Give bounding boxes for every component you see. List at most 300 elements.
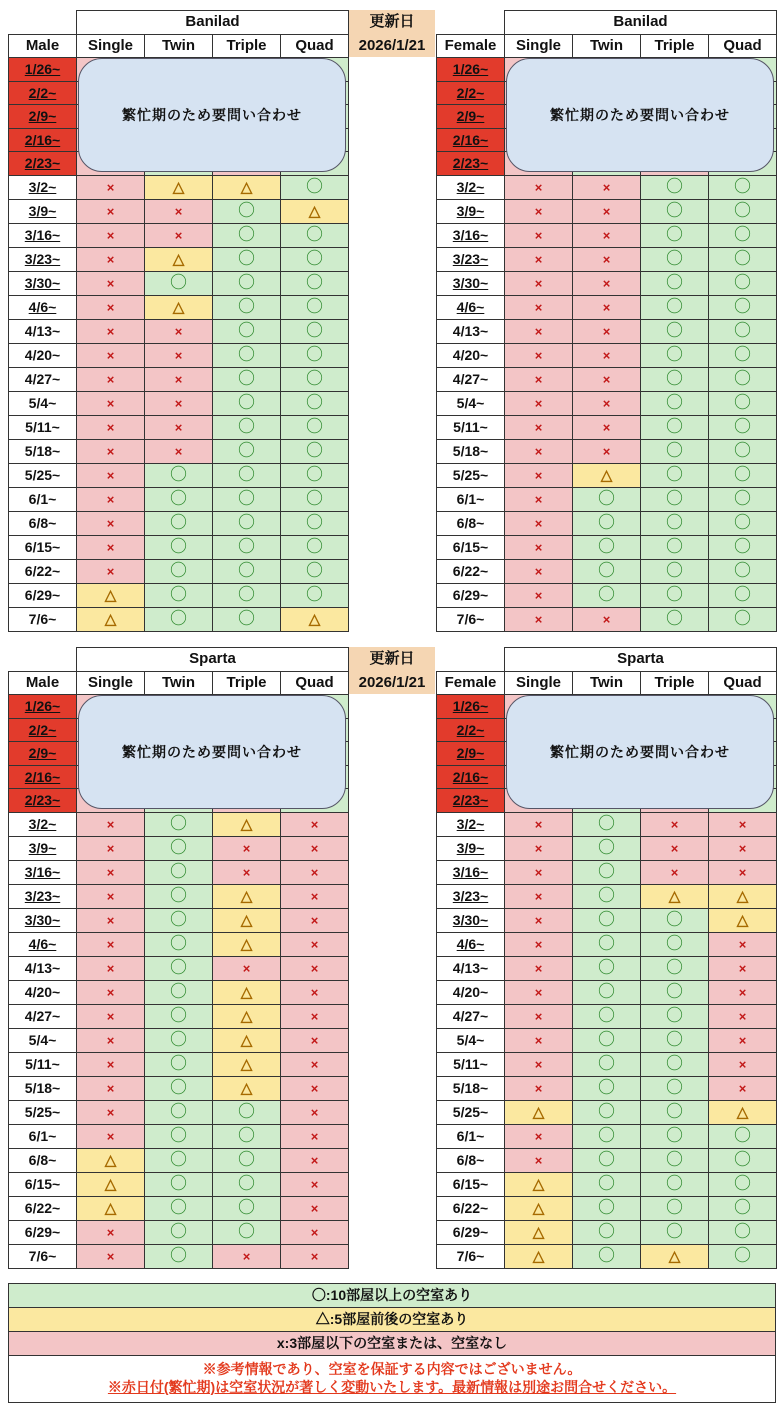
busy-date: 2/23~	[437, 152, 505, 176]
availability-symbol: 〇	[238, 609, 255, 628]
availability-cell	[145, 1196, 213, 1220]
availability-cell	[573, 956, 641, 980]
availability-cell	[145, 511, 213, 535]
availability-symbol: 〇	[734, 489, 751, 508]
availability-symbol: 〇	[238, 321, 255, 340]
availability-symbol: 〇	[306, 297, 323, 316]
legend-limited: △:5部屋前後の空室あり	[9, 1308, 775, 1332]
availability-symbol: ×	[310, 984, 319, 1000]
availability-symbol: 〇	[170, 982, 187, 1001]
availability-symbol: ×	[174, 203, 183, 219]
availability-symbol: △	[240, 1031, 253, 1049]
week-date: 4/27~	[9, 367, 77, 391]
availability-cell	[145, 439, 213, 463]
availability-symbol: 〇	[666, 249, 683, 268]
availability-cell	[145, 535, 213, 559]
week-date: 4/13~	[437, 319, 505, 343]
availability-symbol: 〇	[598, 1030, 615, 1049]
busy-date: 2/16~	[9, 765, 77, 789]
availability-symbol: 〇	[238, 297, 255, 316]
availability-symbol: 〇	[598, 886, 615, 905]
availability-symbol: ×	[106, 539, 115, 555]
table-row	[9, 956, 349, 980]
table-row	[9, 1124, 349, 1148]
availability-cell	[573, 487, 641, 511]
table-corner	[9, 11, 77, 35]
availability-symbol: 〇	[170, 585, 187, 604]
availability-symbol: ×	[106, 816, 115, 832]
availability-symbol: 〇	[666, 441, 683, 460]
week-date: 5/11~	[437, 415, 505, 439]
availability-symbol: 〇	[598, 513, 615, 532]
availability-cell	[505, 836, 573, 860]
availability-symbol: ×	[242, 1248, 251, 1264]
availability-symbol: 〇	[306, 561, 323, 580]
availability-cell	[145, 463, 213, 487]
availability-cell	[281, 812, 349, 836]
availability-cell	[641, 559, 709, 583]
availability-cell	[573, 1028, 641, 1052]
availability-symbol: 〇	[666, 1078, 683, 1097]
availability-cell	[505, 583, 573, 607]
availability-cell	[77, 271, 145, 295]
availability-symbol: ×	[534, 960, 543, 976]
room-type-header: Twin	[145, 34, 213, 58]
availability-symbol: 〇	[666, 958, 683, 977]
availability-symbol: 〇	[598, 910, 615, 929]
availability-cell	[709, 1100, 777, 1124]
availability-symbol: 〇	[306, 537, 323, 556]
availability-symbol: 〇	[666, 1198, 683, 1217]
availability-symbol: 〇	[666, 513, 683, 532]
availability-symbol: 〇	[666, 1102, 683, 1121]
availability-symbol: ×	[106, 227, 115, 243]
table-row	[437, 319, 777, 343]
availability-symbol: 〇	[170, 1102, 187, 1121]
availability-symbol: 〇	[734, 273, 751, 292]
availability-symbol: ×	[534, 888, 543, 904]
availability-symbol: 〇	[238, 249, 255, 268]
availability-symbol: 〇	[238, 273, 255, 292]
availability-cell	[709, 1004, 777, 1028]
week-date: 3/2~	[9, 812, 77, 836]
availability-symbol: ×	[602, 227, 611, 243]
busy-date: 2/23~	[9, 789, 77, 813]
table-row	[9, 367, 349, 391]
availability-cell	[709, 884, 777, 908]
table-row	[437, 908, 777, 932]
busy-date: 2/2~	[437, 81, 505, 105]
availability-cell	[281, 511, 349, 535]
table-row	[9, 932, 349, 956]
availability-cell	[505, 295, 573, 319]
availability-symbol: △	[308, 202, 321, 220]
availability-symbol: 〇	[306, 345, 323, 364]
availability-cell	[505, 223, 573, 247]
availability-cell	[505, 511, 573, 535]
room-type-header: Quad	[709, 34, 777, 58]
week-date: 5/25~	[9, 1100, 77, 1124]
availability-symbol: 〇	[306, 177, 323, 196]
availability-cell	[505, 487, 573, 511]
availability-cell	[77, 583, 145, 607]
availability-cell	[281, 247, 349, 271]
table-row	[437, 175, 777, 199]
table-row	[437, 583, 777, 607]
availability-symbol: ×	[534, 323, 543, 339]
availability-symbol: ×	[602, 347, 611, 363]
table-row	[9, 487, 349, 511]
week-date: 4/20~	[9, 980, 77, 1004]
room-type-header: Triple	[213, 34, 281, 58]
availability-cell	[281, 535, 349, 559]
availability-cell	[145, 860, 213, 884]
legend-few-or-none: x:3部屋以下の空室または、空室なし	[9, 1332, 775, 1356]
availability-cell	[77, 319, 145, 343]
availability-symbol: △	[240, 178, 253, 196]
disclaimer-notes	[9, 1356, 775, 1402]
availability-symbol: 〇	[598, 1198, 615, 1217]
availability-cell	[281, 343, 349, 367]
availability-symbol: 〇	[666, 225, 683, 244]
availability-cell	[709, 559, 777, 583]
availability-cell	[213, 1100, 281, 1124]
table-row	[9, 583, 349, 607]
table-row	[9, 1196, 349, 1220]
availability-symbol: ×	[310, 888, 319, 904]
availability-cell	[641, 836, 709, 860]
availability-cell	[281, 391, 349, 415]
availability-cell	[709, 439, 777, 463]
week-date: 5/4~	[9, 1028, 77, 1052]
availability-cell	[505, 956, 573, 980]
availability-cell	[145, 980, 213, 1004]
availability-symbol: ×	[106, 1104, 115, 1120]
availability-cell	[213, 487, 281, 511]
room-type-header: Single	[505, 34, 573, 58]
availability-cell	[77, 535, 145, 559]
availability-cell	[505, 980, 573, 1004]
availability-cell	[77, 1100, 145, 1124]
availability-cell	[281, 884, 349, 908]
availability-symbol: 〇	[666, 417, 683, 436]
week-date: 3/23~	[437, 247, 505, 271]
busy-date: 2/9~	[9, 742, 77, 766]
availability-cell	[281, 319, 349, 343]
availability-cell	[573, 343, 641, 367]
busy-date: 2/2~	[9, 718, 77, 742]
week-date: 3/30~	[437, 908, 505, 932]
availability-symbol: 〇	[734, 1246, 751, 1265]
week-date: 7/6~	[437, 607, 505, 631]
gender-label: Female	[437, 671, 505, 695]
availability-symbol: ×	[106, 1056, 115, 1072]
availability-cell	[213, 271, 281, 295]
availability-cell	[145, 1076, 213, 1100]
availability-cell	[505, 535, 573, 559]
availability-cell	[213, 463, 281, 487]
availability-cell	[709, 223, 777, 247]
week-date: 4/13~	[9, 956, 77, 980]
availability-cell	[77, 367, 145, 391]
availability-cell	[213, 1052, 281, 1076]
availability-symbol: ×	[106, 1248, 115, 1264]
week-date: 6/22~	[9, 1196, 77, 1220]
availability-symbol: 〇	[734, 1174, 751, 1193]
availability-symbol: ×	[534, 203, 543, 219]
availability-symbol: 〇	[306, 249, 323, 268]
table-row	[9, 439, 349, 463]
availability-symbol: ×	[106, 371, 115, 387]
table-row	[437, 415, 777, 439]
table-row	[9, 1076, 349, 1100]
week-date: 6/29~	[9, 583, 77, 607]
availability-cell	[641, 932, 709, 956]
availability-symbol: ×	[106, 888, 115, 904]
room-type-header: Single	[77, 671, 145, 695]
table-row	[9, 415, 349, 439]
availability-cell	[641, 487, 709, 511]
week-date: 6/8~	[9, 1148, 77, 1172]
availability-symbol: ×	[602, 323, 611, 339]
availability-cell	[709, 1196, 777, 1220]
availability-symbol: 〇	[666, 1174, 683, 1193]
availability-cell	[145, 1148, 213, 1172]
week-date: 5/4~	[9, 391, 77, 415]
availability-symbol: ×	[602, 179, 611, 195]
week-date: 6/1~	[9, 487, 77, 511]
availability-cell	[641, 1220, 709, 1244]
availability-symbol: ×	[534, 395, 543, 411]
week-date: 3/2~	[437, 812, 505, 836]
availability-symbol: 〇	[598, 1150, 615, 1169]
table-row	[437, 391, 777, 415]
availability-symbol: 〇	[666, 1054, 683, 1073]
availability-symbol: 〇	[170, 1174, 187, 1193]
availability-cell	[145, 223, 213, 247]
availability-cell	[573, 908, 641, 932]
availability-cell	[641, 1028, 709, 1052]
availability-cell	[573, 463, 641, 487]
availability-symbol: ×	[738, 864, 747, 880]
availability-symbol: △	[240, 935, 253, 953]
availability-cell	[77, 511, 145, 535]
availability-symbol: ×	[174, 395, 183, 411]
availability-cell	[573, 415, 641, 439]
availability-symbol: △	[736, 1103, 749, 1121]
availability-symbol: ×	[174, 371, 183, 387]
table-row	[9, 247, 349, 271]
availability-cell	[641, 1244, 709, 1268]
availability-cell	[77, 1220, 145, 1244]
availability-cell	[281, 860, 349, 884]
availability-cell	[281, 836, 349, 860]
availability-cell	[709, 487, 777, 511]
availability-cell	[145, 836, 213, 860]
availability-symbol: ×	[602, 299, 611, 315]
availability-symbol: △	[240, 887, 253, 905]
availability-symbol: ×	[534, 1008, 543, 1024]
availability-cell	[213, 980, 281, 1004]
availability-symbol: 〇	[170, 273, 187, 292]
week-date: 3/16~	[437, 223, 505, 247]
availability-cell	[281, 607, 349, 631]
availability-symbol: ×	[106, 419, 115, 435]
availability-symbol: 〇	[306, 369, 323, 388]
availability-cell	[573, 1004, 641, 1028]
table-row	[437, 860, 777, 884]
week-date: 5/18~	[9, 1076, 77, 1100]
availability-cell	[77, 391, 145, 415]
availability-cell	[641, 175, 709, 199]
legend	[8, 1283, 776, 1403]
campus-title: Sparta	[505, 648, 777, 672]
week-date: 6/15~	[9, 535, 77, 559]
availability-cell	[709, 607, 777, 631]
table-row	[9, 836, 349, 860]
availability-symbol: 〇	[734, 345, 751, 364]
availability-cell	[77, 1028, 145, 1052]
availability-cell	[213, 1172, 281, 1196]
availability-symbol: ×	[242, 960, 251, 976]
availability-cell	[281, 367, 349, 391]
availability-cell	[145, 1244, 213, 1268]
availability-symbol: 〇	[666, 465, 683, 484]
table-row	[437, 836, 777, 860]
busy-date: 2/2~	[9, 81, 77, 105]
availability-symbol: 〇	[238, 225, 255, 244]
table-row	[9, 271, 349, 295]
availability-cell	[709, 956, 777, 980]
availability-symbol: ×	[106, 936, 115, 952]
availability-symbol: ×	[310, 912, 319, 928]
table-row	[437, 487, 777, 511]
availability-symbol: 〇	[598, 1006, 615, 1025]
availability-cell	[641, 860, 709, 884]
availability-symbol: ×	[106, 203, 115, 219]
availability-cell	[145, 1124, 213, 1148]
table-row	[9, 884, 349, 908]
availability-cell	[641, 511, 709, 535]
availability-cell	[505, 1124, 573, 1148]
availability-symbol: ×	[602, 419, 611, 435]
availability-symbol: △	[240, 815, 253, 833]
availability-symbol: ×	[534, 1152, 543, 1168]
availability-cell	[145, 247, 213, 271]
availability-cell	[281, 175, 349, 199]
availability-cell	[77, 343, 145, 367]
availability-cell	[573, 391, 641, 415]
availability-symbol: 〇	[598, 1102, 615, 1121]
availability-symbol: 〇	[598, 1246, 615, 1265]
busy-date: 2/16~	[437, 128, 505, 152]
availability-symbol: 〇	[238, 1198, 255, 1217]
availability-cell	[641, 535, 709, 559]
campus-title: Banilad	[77, 11, 349, 35]
table-row	[9, 391, 349, 415]
table-row	[437, 511, 777, 535]
availability-symbol: 〇	[666, 369, 683, 388]
availability-cell	[281, 439, 349, 463]
availability-symbol: △	[240, 1055, 253, 1073]
week-date: 5/18~	[437, 1076, 505, 1100]
availability-symbol: 〇	[598, 1174, 615, 1193]
availability-cell	[709, 980, 777, 1004]
availability-symbol: 〇	[666, 201, 683, 220]
availability-symbol: △	[532, 1247, 545, 1265]
table-row	[9, 607, 349, 631]
busy-date: 2/23~	[437, 789, 505, 813]
availability-cell	[641, 343, 709, 367]
availability-symbol: △	[668, 1247, 681, 1265]
room-type-header: Triple	[641, 34, 709, 58]
availability-symbol: ×	[534, 984, 543, 1000]
availability-cell	[573, 175, 641, 199]
availability-cell	[213, 415, 281, 439]
week-date: 3/16~	[9, 223, 77, 247]
busy-period-notice	[78, 695, 346, 809]
availability-symbol: ×	[602, 395, 611, 411]
availability-cell	[641, 223, 709, 247]
update-date-box	[349, 647, 435, 694]
availability-symbol: 〇	[238, 513, 255, 532]
availability-symbol: 〇	[306, 489, 323, 508]
availability-cell	[573, 1172, 641, 1196]
availability-cell	[77, 932, 145, 956]
availability-cell	[573, 607, 641, 631]
availability-symbol: ×	[106, 395, 115, 411]
availability-cell	[145, 415, 213, 439]
availability-cell	[281, 1004, 349, 1028]
availability-cell	[77, 463, 145, 487]
week-date: 3/9~	[437, 199, 505, 223]
availability-symbol: 〇	[666, 489, 683, 508]
availability-symbol: 〇	[170, 1198, 187, 1217]
availability-cell	[505, 1172, 573, 1196]
availability-symbol: ×	[670, 864, 679, 880]
availability-symbol: ×	[534, 587, 543, 603]
availability-cell	[281, 1244, 349, 1268]
availability-cell	[281, 583, 349, 607]
availability-symbol: 〇	[238, 345, 255, 364]
availability-cell	[145, 295, 213, 319]
busy-period-notice	[506, 58, 774, 172]
availability-symbol: 〇	[170, 958, 187, 977]
availability-cell	[641, 1172, 709, 1196]
availability-symbol: ×	[602, 275, 611, 291]
availability-symbol: 〇	[734, 297, 751, 316]
availability-symbol: 〇	[238, 441, 255, 460]
week-date: 5/25~	[437, 463, 505, 487]
availability-cell	[505, 1148, 573, 1172]
availability-symbol: ×	[534, 515, 543, 531]
availability-cell	[213, 319, 281, 343]
availability-cell	[709, 1220, 777, 1244]
availability-symbol: ×	[534, 1128, 543, 1144]
availability-cell	[709, 535, 777, 559]
availability-cell	[281, 271, 349, 295]
availability-symbol: ×	[534, 840, 543, 856]
availability-cell	[505, 812, 573, 836]
availability-symbol: △	[172, 250, 185, 268]
availability-cell	[641, 908, 709, 932]
availability-cell	[505, 247, 573, 271]
availability-cell	[281, 1148, 349, 1172]
availability-cell	[573, 319, 641, 343]
availability-cell	[573, 1100, 641, 1124]
week-date: 3/30~	[9, 908, 77, 932]
week-date: 6/15~	[437, 1172, 505, 1196]
